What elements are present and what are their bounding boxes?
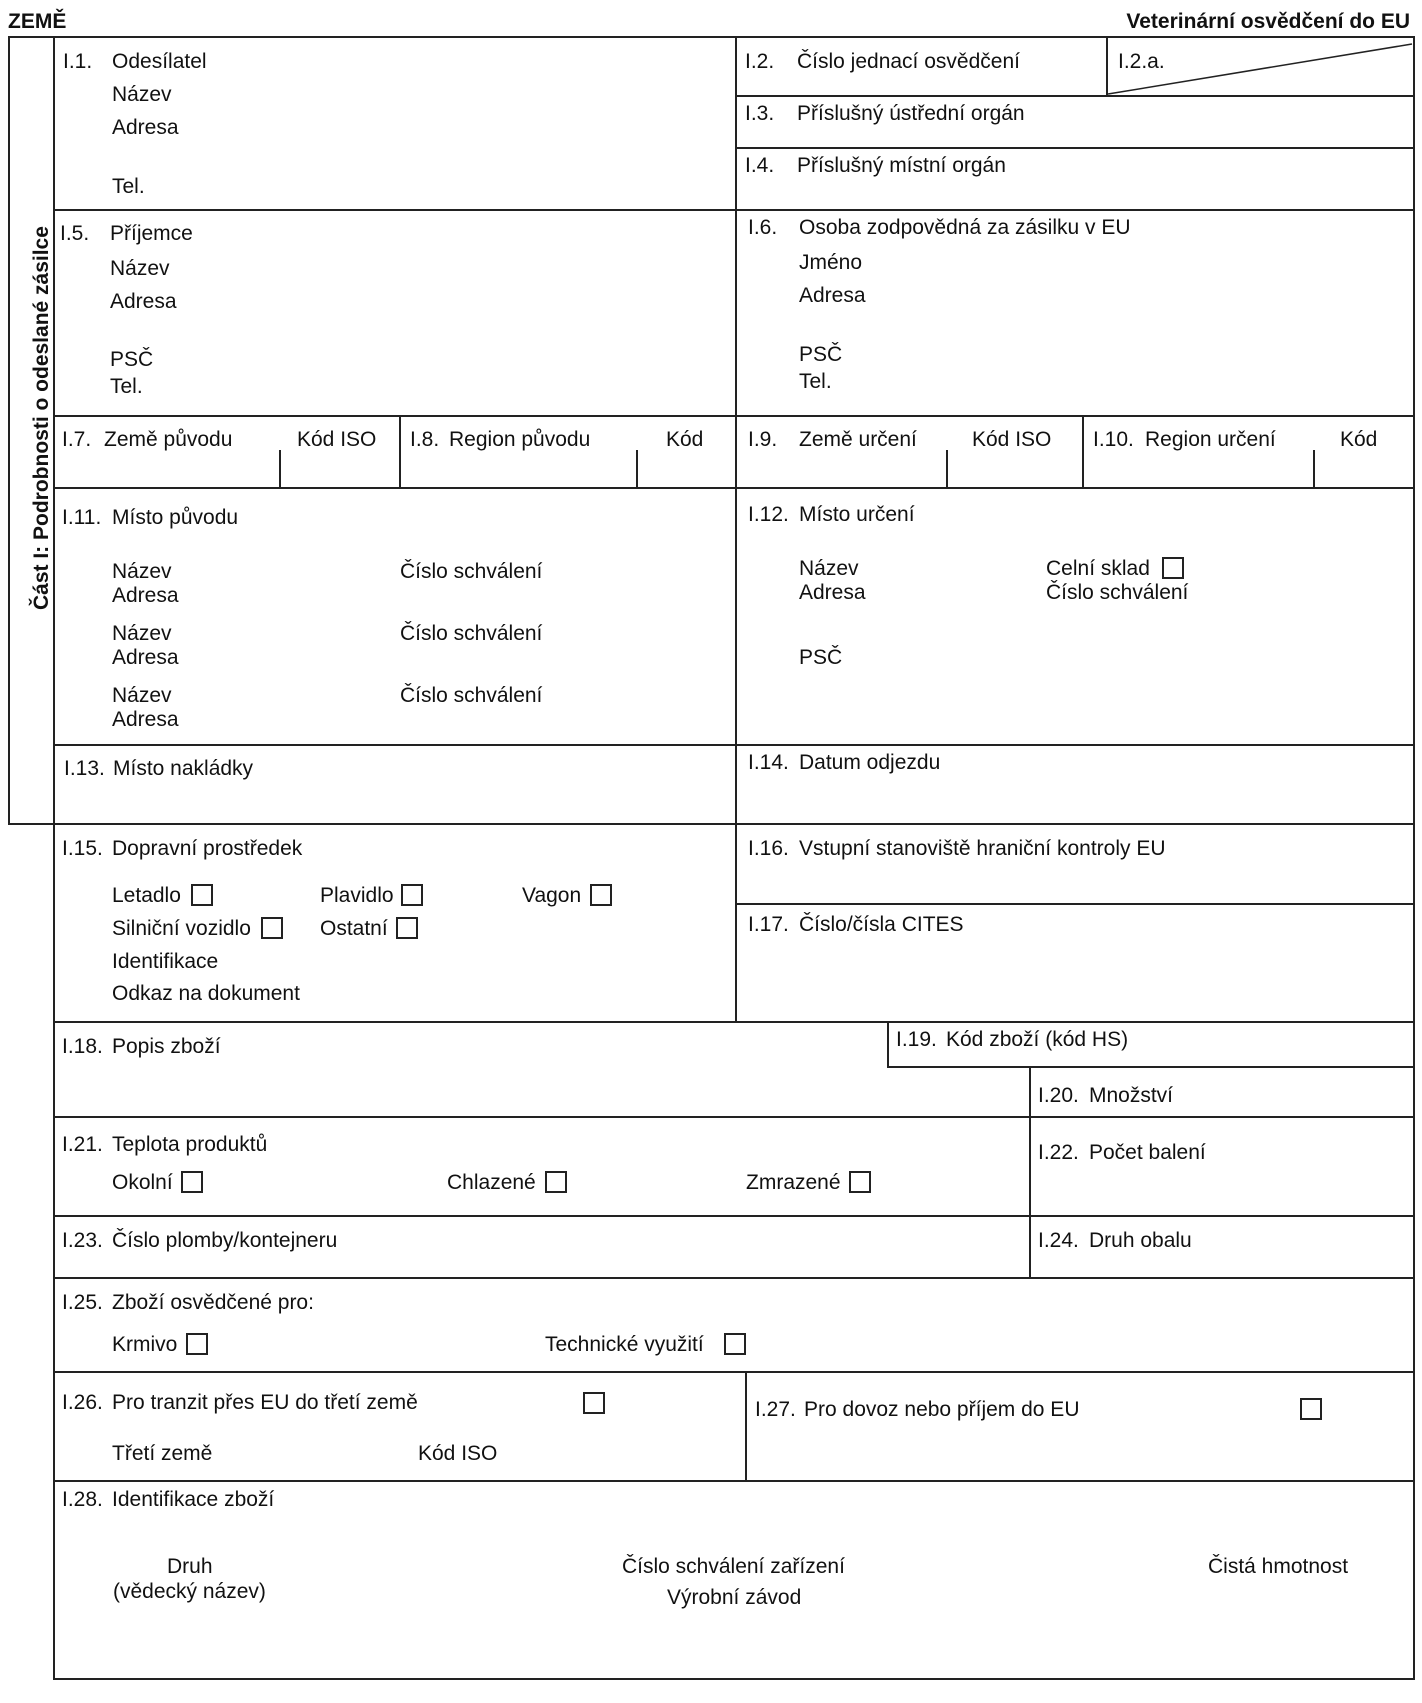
field-28-plant[interactable]: Výrobní závod: [667, 1586, 802, 1609]
divider-h-row10: [53, 1371, 1415, 1373]
field-25-feed-checkbox[interactable]: [186, 1333, 208, 1355]
field-21-number: I.21.: [62, 1133, 103, 1156]
field-21-title: Teplota produktů: [112, 1133, 268, 1156]
field-15-ship-checkbox[interactable]: [401, 884, 423, 906]
field-28-number: I.28.: [62, 1488, 103, 1511]
field-11-name-1[interactable]: Název: [112, 560, 172, 583]
field-6-address[interactable]: Adresa: [799, 284, 866, 307]
field-11-approval-1[interactable]: Číslo schválení: [400, 560, 543, 583]
field-11-name-2[interactable]: Název: [112, 622, 172, 645]
field-15-other-checkbox[interactable]: [396, 917, 418, 939]
field-5-address[interactable]: Adresa: [110, 290, 177, 313]
field-18-title[interactable]: Popis zboží: [112, 1035, 221, 1058]
field-21-ambient-label: Okolní: [112, 1171, 173, 1194]
divider-h-16: [735, 903, 1415, 905]
field-26-third-country[interactable]: Třetí země: [112, 1442, 213, 1465]
field-15-other-label: Ostatní: [320, 917, 388, 940]
field-12-title: Místo určení: [799, 503, 915, 526]
divider-h-19: [887, 1066, 1415, 1068]
field-1-address[interactable]: Adresa: [112, 116, 179, 139]
tick-10-code: [1313, 450, 1315, 487]
field-22-title[interactable]: Počet balení: [1089, 1141, 1206, 1164]
divider-h-row7: [53, 1116, 1415, 1118]
divider-h-3: [735, 147, 1415, 149]
divider-v-26-27: [745, 1371, 747, 1480]
field-21-ambient-checkbox[interactable]: [181, 1171, 203, 1193]
field-25-number: I.25.: [62, 1291, 103, 1314]
field-11-number: I.11.: [62, 506, 102, 529]
field-28-species[interactable]: Druh: [167, 1555, 213, 1578]
certificate-title: Veterinární osvědčení do EU: [1126, 10, 1410, 33]
divider-h-row11: [53, 1480, 1415, 1482]
divider-v-9-10: [1082, 415, 1084, 487]
field-12-bonded-label: Celní sklad: [1046, 557, 1150, 580]
field-1-title: Odesílatel: [112, 50, 207, 73]
field-21-chilled-label: Chlazené: [447, 1171, 536, 1194]
field-17-title[interactable]: Číslo/čísla CITES: [799, 913, 964, 936]
field-7-code[interactable]: Kód ISO: [297, 428, 377, 451]
field-25-technical-label: Technické využití: [545, 1333, 704, 1356]
field-1-name[interactable]: Název: [112, 83, 172, 106]
field-13-number: I.13.: [64, 757, 105, 780]
field-11-address-3[interactable]: Adresa: [112, 708, 179, 731]
field-21-chilled-checkbox[interactable]: [545, 1171, 567, 1193]
field-11-address-2[interactable]: Adresa: [112, 646, 179, 669]
field-4-number: I.4.: [745, 154, 775, 177]
field-15-identification[interactable]: Identifikace: [112, 950, 219, 973]
field-5-postcode[interactable]: PSČ: [110, 348, 154, 371]
field-28-title: Identifikace zboží: [112, 1488, 275, 1511]
field-1-tel[interactable]: Tel.: [112, 175, 145, 198]
frame-bottom: [53, 1678, 1415, 1680]
field-15-title: Dopravní prostředek: [112, 837, 303, 860]
field-11-approval-3[interactable]: Číslo schválení: [400, 684, 543, 707]
field-15-wagon-checkbox[interactable]: [590, 884, 612, 906]
divider-h-row9: [53, 1277, 1415, 1279]
field-8-title[interactable]: Region původu: [449, 428, 591, 451]
frame-part-bottom: [8, 823, 53, 825]
part-one-label: Část I: Podrobnosti o odeslané zásilce: [30, 226, 53, 610]
field-9-title[interactable]: Země určení: [799, 428, 917, 451]
divider-h-row3: [53, 487, 1415, 489]
field-3-title[interactable]: Příslušný ústřední orgán: [797, 102, 1025, 125]
field-26-number: I.26.: [62, 1391, 103, 1414]
field-28-scientific-name: (vědecký název): [113, 1580, 266, 1603]
field-10-title[interactable]: Region určení: [1145, 428, 1276, 451]
field-15-road-checkbox[interactable]: [261, 917, 283, 939]
field-6-name[interactable]: Jméno: [799, 251, 863, 274]
field-8-number: I.8.: [410, 428, 440, 451]
field-4-title[interactable]: Příslušný místní orgán: [797, 154, 1006, 177]
field-15-ship-label: Plavidlo: [320, 884, 394, 907]
field-15-plane-label: Letadlo: [112, 884, 181, 907]
field-5-tel[interactable]: Tel.: [110, 375, 143, 398]
field-11-name-3[interactable]: Název: [112, 684, 172, 707]
country-heading: ZEMĚ: [8, 10, 67, 33]
field-27-checkbox[interactable]: [1300, 1398, 1322, 1420]
field-6-postcode[interactable]: PSČ: [799, 343, 843, 366]
field-12-name[interactable]: Název: [799, 557, 859, 580]
divider-h-row8: [53, 1215, 1415, 1217]
field-12-bonded-checkbox[interactable]: [1162, 557, 1184, 579]
field-14-title[interactable]: Datum odjezdu: [799, 751, 941, 774]
field-16-number: I.16.: [748, 837, 789, 860]
tick-7-code: [279, 450, 281, 487]
divider-v-7-8: [399, 415, 401, 487]
divider-h-row2: [53, 415, 1415, 417]
field-14-number: I.14.: [748, 751, 789, 774]
divider-v-main-1: [735, 36, 737, 487]
field-26-iso-code[interactable]: Kód ISO: [418, 1442, 498, 1465]
field-25-feed-label: Krmivo: [112, 1333, 178, 1356]
field-23-number: I.23.: [62, 1229, 103, 1252]
field-12-address[interactable]: Adresa: [799, 581, 866, 604]
field-21-frozen-checkbox[interactable]: [849, 1171, 871, 1193]
tick-8-code: [636, 450, 638, 487]
field-7-number: I.7.: [62, 428, 92, 451]
field-15-road-label: Silniční vozidlo: [112, 917, 251, 940]
field-11-address-1[interactable]: Adresa: [112, 584, 179, 607]
field-26-title: Pro tranzit přes EU do třetí země: [112, 1391, 418, 1414]
field-23-title[interactable]: Číslo plomby/kontejneru: [112, 1229, 338, 1252]
field-9-code[interactable]: Kód ISO: [972, 428, 1052, 451]
field-5-name[interactable]: Název: [110, 257, 170, 280]
frame-right: [1413, 36, 1415, 1679]
field-28-approval[interactable]: Číslo schválení zařízení: [622, 1555, 845, 1578]
field-3-number: I.3.: [745, 102, 775, 125]
divider-v-18-19: [887, 1021, 889, 1066]
field-24-title[interactable]: Druh obalu: [1089, 1229, 1192, 1252]
field-8-code[interactable]: Kód: [666, 428, 704, 451]
field-20-title[interactable]: Množství: [1089, 1084, 1174, 1107]
field-19-title[interactable]: Kód zboží (kód HS): [946, 1028, 1129, 1051]
field-5-title: Příjemce: [110, 222, 193, 245]
field-1-number: I.1.: [63, 50, 93, 73]
field-21-frozen-label: Zmrazené: [746, 1171, 841, 1194]
field-26-checkbox[interactable]: [583, 1392, 605, 1414]
field-2-title[interactable]: Číslo jednací osvědčení: [797, 50, 1020, 73]
field-6-number: I.6.: [748, 216, 778, 239]
field-27-title: Pro dovoz nebo příjem do EU: [804, 1398, 1080, 1421]
field-20-number: I.20.: [1038, 1084, 1079, 1107]
field-16-title[interactable]: Vstupní stanoviště hraniční kontroly EU: [799, 837, 1166, 860]
field-11-approval-2[interactable]: Číslo schválení: [400, 622, 543, 645]
field-15-wagon-label: Vagon: [522, 884, 582, 907]
divider-v-right-col: [1029, 1066, 1031, 1277]
field-25-title: Zboží osvědčené pro:: [112, 1291, 314, 1314]
field-17-number: I.17.: [748, 913, 789, 936]
field-15-number: I.15.: [62, 837, 103, 860]
field-24-number: I.24.: [1038, 1229, 1079, 1252]
field-6-tel[interactable]: Tel.: [799, 370, 832, 393]
field-22-number: I.22.: [1038, 1141, 1079, 1164]
field-11-title: Místo původu: [112, 506, 239, 529]
field-28-net-weight[interactable]: Čistá hmotnost: [1208, 1555, 1349, 1578]
divider-h-row4: [53, 744, 1415, 746]
divider-h-row1: [53, 209, 1415, 211]
frame-left-part: [8, 36, 10, 823]
field-15-document-reference[interactable]: Odkaz na dokument: [112, 982, 300, 1005]
tick-9-code: [946, 450, 948, 487]
field-5-number: I.5.: [60, 222, 90, 245]
field-25-technical-checkbox[interactable]: [724, 1333, 746, 1355]
field-2a-label[interactable]: I.2.a.: [1118, 50, 1165, 73]
field-19-number: I.19.: [896, 1028, 937, 1051]
divider-v-main-2: [735, 487, 737, 1022]
field-12-postcode[interactable]: PSČ: [799, 646, 843, 669]
field-13-title[interactable]: Místo nakládky: [113, 757, 254, 780]
field-7-title[interactable]: Země původu: [104, 428, 233, 451]
field-2-number: I.2.: [745, 50, 775, 73]
divider-h-row6: [53, 1021, 1415, 1023]
field-10-code[interactable]: Kód: [1340, 428, 1378, 451]
field-18-number: I.18.: [62, 1035, 103, 1058]
field-6-title: Osoba zodpovědná za zásilku v EU: [799, 216, 1131, 239]
field-27-number: I.27.: [755, 1398, 796, 1421]
field-12-number: I.12.: [748, 503, 789, 526]
field-9-number: I.9.: [748, 428, 778, 451]
field-10-number: I.10.: [1093, 428, 1134, 451]
field-12-approval[interactable]: Číslo schválení: [1046, 581, 1189, 604]
field-15-plane-checkbox[interactable]: [191, 884, 213, 906]
divider-h-row5: [53, 823, 1415, 825]
